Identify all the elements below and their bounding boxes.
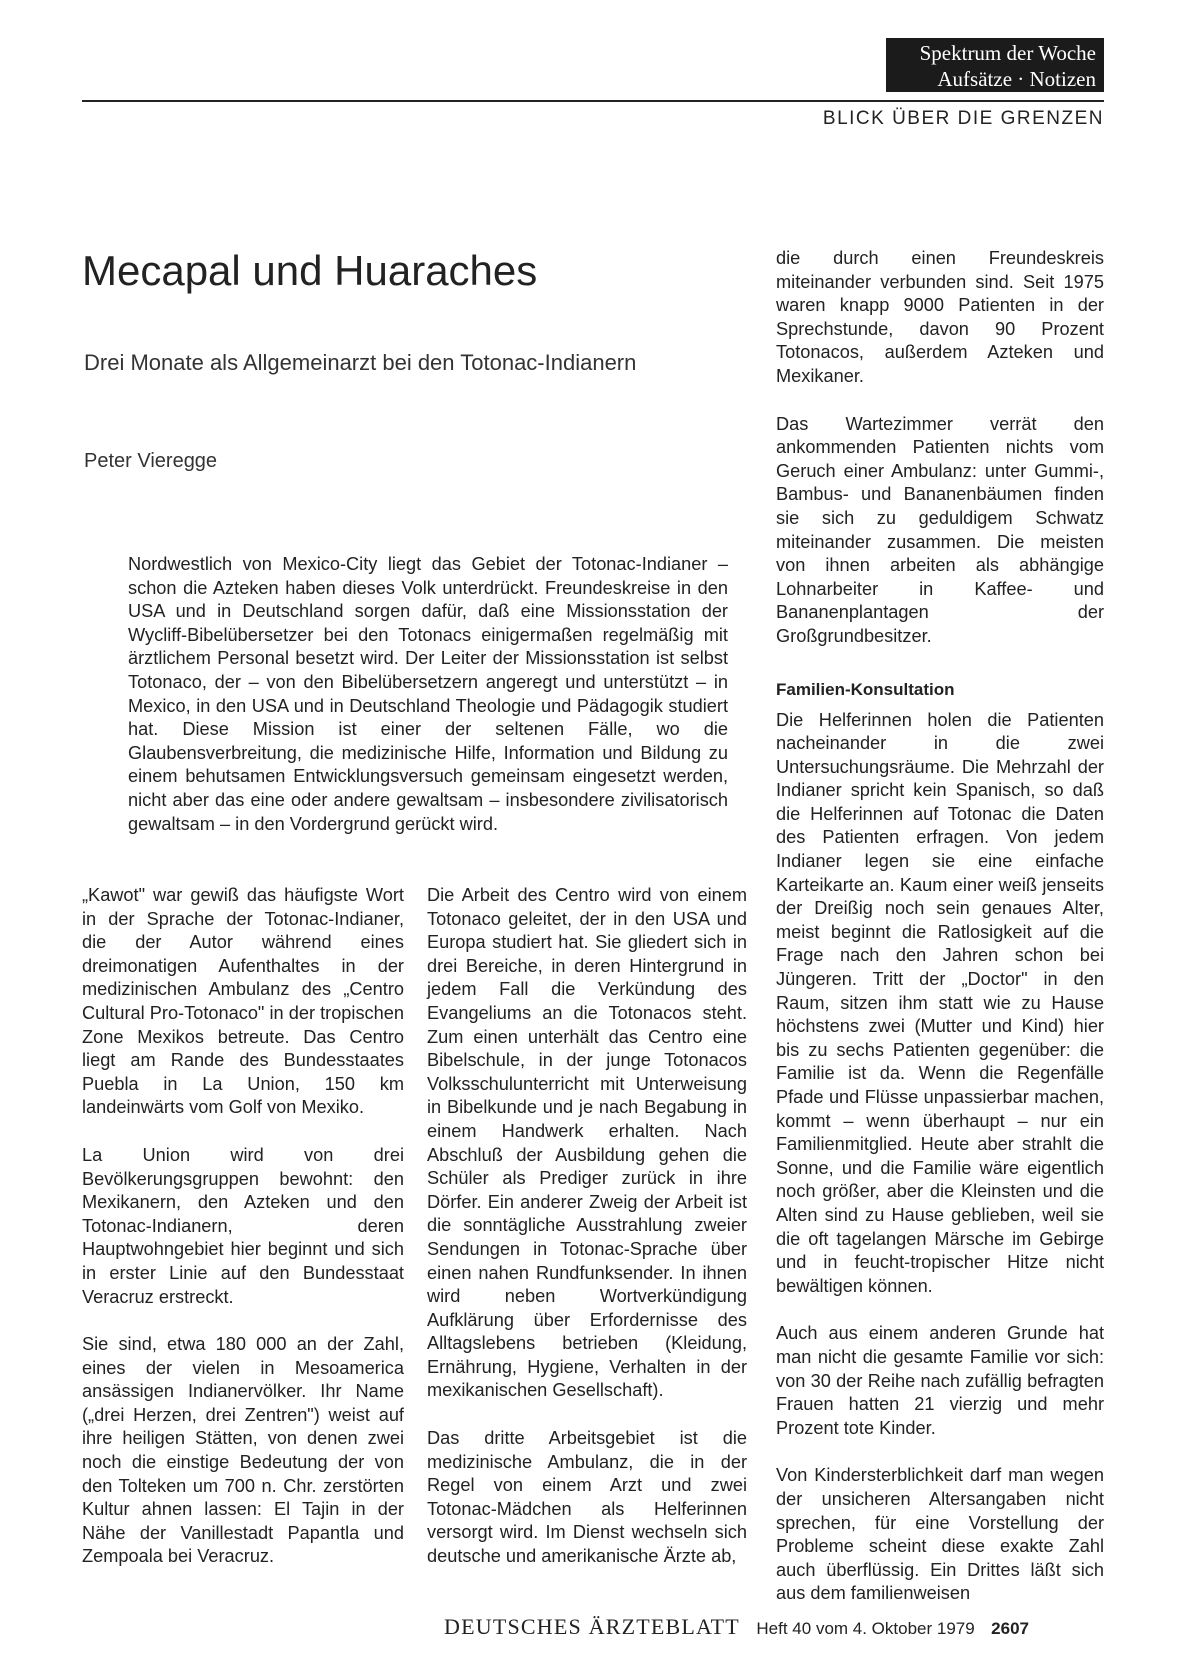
- column-2: [427, 884, 747, 1593]
- badge-line-1: Spektrum der Woche: [919, 41, 1096, 65]
- article-subtitle: Drei Monate als Allgemeinarzt bei den Totonac-Indianern: [84, 350, 637, 375]
- page-number: 2607: [991, 1619, 1029, 1638]
- paragraph: die durch einen Freundeskreis miteinander verbunden sind. Seit 1975 waren knapp 9000 Patienten in der Sprechstunde, davon 90 Prozent Totonacos, außerdem Azteken und Mexikaner.: [776, 248, 1104, 386]
- column-3: [776, 247, 1104, 1630]
- column-1: [82, 884, 404, 1593]
- paragraph: Das Wartezimmer verrät den ankommenden Patienten nichts vom Geruch einer Ambulanz: unter Gummi-, Bambus- und Bananenbäumen finden sie sich zu geduldigem Schwatz miteinander zusammen. Die meisten von ihnen arbeiten als abhängige Lohnarbeiter in Kaffee- und Bananenplantagen der Großgrundbesitzer.: [776, 413, 1104, 646]
- header-rule: [82, 100, 1104, 102]
- section-badge: [886, 38, 1104, 92]
- journal-name: DEUTSCHES ÄRZTEBLATT: [444, 1614, 740, 1639]
- paragraph: Die Arbeit des Centro wird von einem Totonaco geleitet, der in den USA und Europa studiert hat. Sie gliedert sich in drei Bereiche, in deren Hintergrund in jedem Fall die Verkündung des Evangeliums an die Totonacos steht. Zum einen unterhält das Centro eine Bibelschule, in der junge Totonacos Volksschulunterricht mit Unterweisung in Bibelkunde und je nach Begabung in einem Handwerk erhalten. Nach Abschluß der Ausbildung gehen die Schüler als Prediger zurück in ihre Dörfer. Ein anderer Zweig der Arbeit ist die sonntägliche Ausstrahlung zweier Sendungen in Totonac-Sprache über einen nahen Rundfunksender. In ihnen wird neben Wortverkündigung Aufklärung über Erfordernisse des Alltagslebens betrieben (Kleidung, Ernährung, Hygiene, Verhalten in der mexikanischen Gesellschaft).: [427, 885, 747, 1401]
- paragraph: La Union wird von drei Bevölkerungsgruppen bewohnt: den Mexikanern, den Azteken und den Totonac-Indianern, deren Hauptwohngebiet hier beginnt und sich in erster Linie auf den Bundesstaat Veracruz erstreckt.: [82, 1144, 404, 1307]
- paragraph: Die Helferinnen holen die Patienten nacheinander in die zwei Untersuchungsräume. Die Mehrzahl der Indianer spricht kein Spanisch, so daß die Helferinnen auf Totonac die Daten des Patienten erfragen. Von jedem Indianer legen sie eine einfache Karteikarte an. Kaum einer weiß jenseits der Dreißig noch sein genaues Alter, meist beginnt die Ratlosigkeit auf die Frage nach den Jahren schon bei Jüngeren. Tritt der „Doctor" in den Raum, sitzen ihm statt wie zu Hause höchstens zwei (Mutter und Kind) hier bis zu sechs Patienten gegenüber: die Familie ist da. Wenn die Regenfälle Pfade und Flüsse unpassierbar machen, kommt – wenn überhaupt – nur ein Familienmitglied. Heute aber strahlt die Sonne, und die Familie wäre eigentlich noch größer, aber die Kleinsten und die Alten sind zu Hause geblieben, weil sie die oft tagelangen Märsche im Gebirge und in feucht-tropischer Hitze nicht bewältigen können.: [776, 709, 1104, 1296]
- issue-info: Heft 40 vom 4. Oktober 1979: [756, 1619, 975, 1638]
- paragraph: Sie sind, etwa 180 000 an der Zahl, eines der vielen in Mesoamerica ansässigen Indianervölker. Ihr Name („drei Herzen, drei Zentren") weist auf ihre heiligen Stätten, von denen zwei noch die einstige Bedeutung der von den Tolteken um 700 n. Chr. zerstörten Kultur ahnen lassen: El Tajin in der Nähe der Vanillestadt Papantla und Zempoala bei Veracruz.: [82, 1334, 404, 1567]
- paragraph: „Kawot" war gewiß das häufigste Wort in der Sprache der Totonac-Indianer, die der Autor während eines dreimonatigen Aufenthaltes in der medizinischen Ambulanz des „Centro Cultural Pro-Totonaco" in der tropischen Zone Mexikos betreute. Das Centro liegt am Rande des Bundesstaates Puebla in La Union, 150 km landeinwärts vom Golf von Mexiko.: [82, 885, 404, 1118]
- section-heading: Familien-Konsultation: [776, 679, 955, 699]
- section-tag: BLICK ÜBER DIE GRENZEN: [822, 108, 1104, 129]
- paragraph: Auch aus einem anderen Grunde hat man nicht die gesamte Familie vor sich: von 30 der Reihe nach zufällig befragten Frauen hatten 21 vierzig und mehr Prozent tote Kinder.: [776, 1323, 1104, 1438]
- paragraph: Von Kindersterblichkeit darf man wegen der unsicheren Altersangaben nicht sprechen, für eine Vorstellung der Probleme scheint diese exakte Zahl auch überflüssig. Ein Drittes läßt sich aus dem familienweisen: [776, 1465, 1104, 1604]
- page-footer: [444, 1614, 1104, 1640]
- article-author: Peter Vieregge: [84, 450, 218, 472]
- article-title: Mecapal und Huaraches: [82, 247, 538, 294]
- badge-line-2: Aufsätze · Notizen: [937, 67, 1096, 91]
- article-intro: Nordwestlich von Mexico-City liegt das Gebiet der Totonac-Indianer – schon die Azteken haben dieses Volk unterdrückt. Freundeskreise in den USA und in Deutschland sorgen dafür, daß eine Missionsstation der Wycliff-Bibelübersetzer bei den Totonacs einigermaßen regelmäßig mit ärztlichem Personal besetzt wird. Der Leiter der Missionsstation ist selbst Totonaco, der – von den Bibelübersetzern angeregt und unterstützt – in Mexico, in den USA und in Deutschland Theologie und Pädagogik studiert hat. Diese Mission ist einer der seltenen Fälle, wo die Glaubensverbreitung, die medizinische Hilfe, Information und Bildung zu einem behutsamen Entwicklungsversuch gemeinsam eingesetzt werden, nicht aber das eine oder andere gewaltsam – insbesondere zivilisatorisch gewaltsam – in den Vordergrund gerückt wird.: [128, 554, 728, 834]
- paragraph: Das dritte Arbeitsgebiet ist die medizinische Ambulanz, die in der Regel von einem Arzt und zwei Totonac-Mädchen als Helferinnen versorgt wird. Im Dienst wechseln sich deutsche und amerikanische Ärzte ab,: [427, 1428, 747, 1567]
